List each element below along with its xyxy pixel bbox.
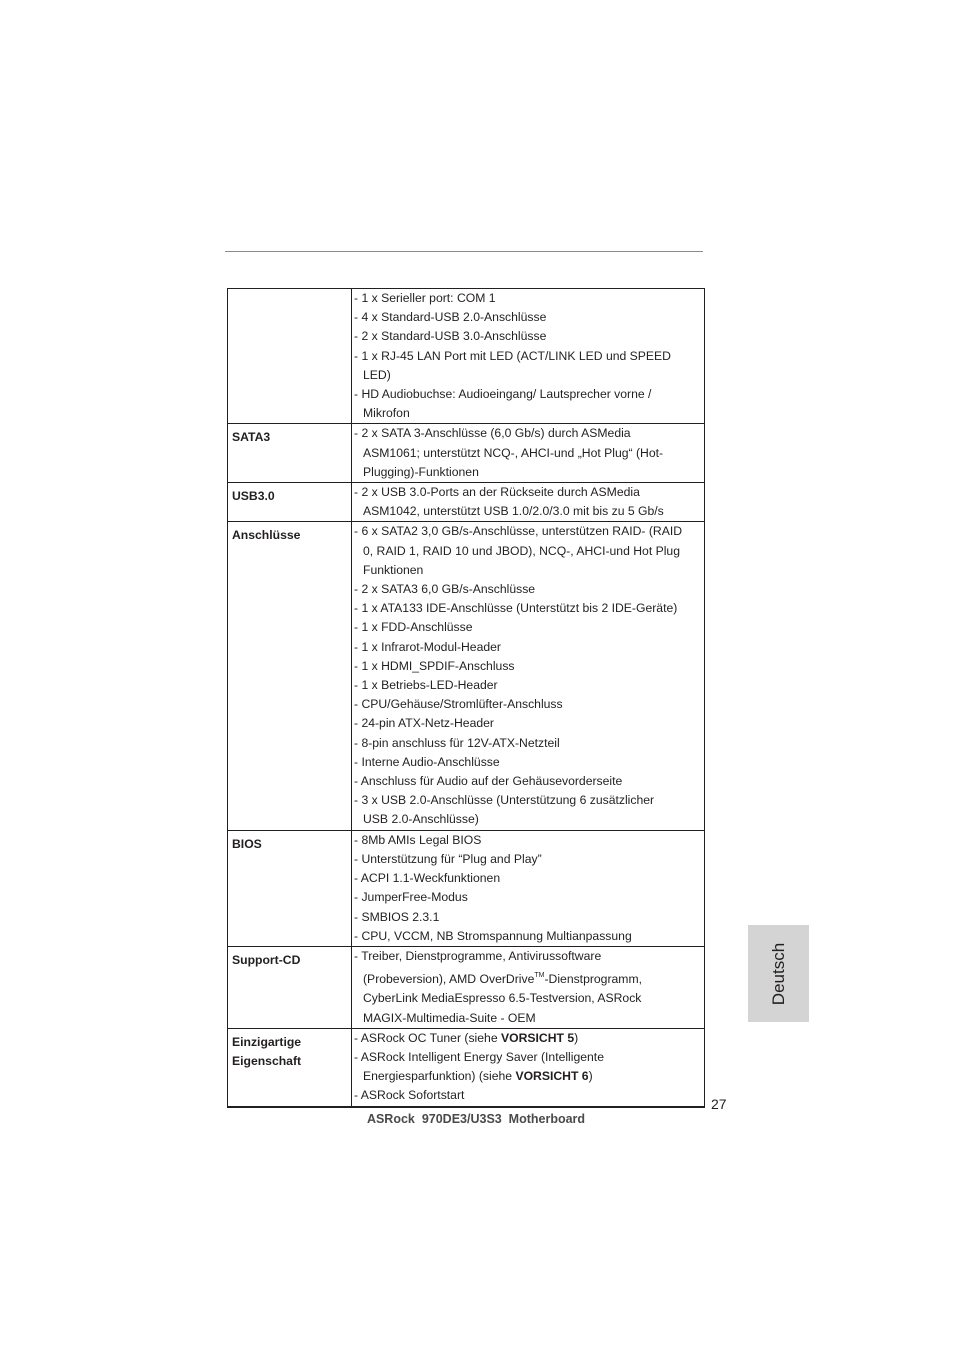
language-tab — [748, 925, 809, 1022]
spec-line: - JumperFree-Modus — [354, 890, 468, 905]
spec-table — [227, 288, 705, 1107]
top-rule — [225, 251, 703, 252]
spec-line: Plugging)-Funktionen — [363, 464, 479, 479]
spec-content-cell — [352, 483, 705, 522]
spec-line: - 1 x FDD-Anschlüsse — [354, 620, 473, 635]
spec-label: SATA3 — [232, 430, 271, 445]
spec-label: Anschlüsse — [232, 528, 301, 543]
spec-text: (Probeversion), AMD OverDrive — [363, 972, 535, 987]
spec-label: USB3.0 — [232, 489, 275, 504]
spec-line: - Treiber, Dienstprogramme, Antivirussoftware — [354, 948, 602, 963]
spec-line — [354, 1067, 702, 1086]
footer-rule — [227, 1107, 705, 1108]
spec-line: - Anschluss für Audio auf der Gehäusevorderseite — [354, 774, 623, 789]
spec-label-cell — [228, 289, 352, 424]
spec-line: - 2 x USB 3.0-Ports an der Rückseite durch ASMedia — [354, 485, 640, 500]
spec-line: - ASRock Sofortstart — [354, 1088, 465, 1103]
spec-label: Eigenschaft — [232, 1053, 302, 1068]
spec-label-cell — [228, 1028, 352, 1106]
spec-line — [354, 1029, 702, 1048]
spec-content-cell — [352, 1028, 705, 1106]
trademark-mark: TM — [534, 972, 545, 980]
spec-line: Funktionen — [363, 562, 424, 577]
spec-line: - CPU/Gehäuse/Stromlüfter-Anschluss — [354, 697, 563, 712]
spec-row — [228, 289, 705, 424]
spec-line: - 3 x USB 2.0-Anschlüsse (Unterstützung 6 zusätzlicher — [354, 793, 655, 808]
spec-line: - ACPI 1.1-Weckfunktionen — [354, 871, 501, 886]
spec-emphasis: VORSICHT 6 — [515, 1069, 589, 1084]
spec-table-body — [228, 289, 705, 1107]
spec-line: - 24-pin ATX-Netz-Header — [354, 716, 494, 731]
spec-row — [228, 830, 705, 946]
spec-label-cell — [228, 522, 352, 830]
spec-label-cell — [228, 424, 352, 483]
spec-line: CyberLink MediaEspresso 6.5-Testversion, ASRock — [363, 991, 642, 1006]
spec-row — [228, 522, 705, 830]
spec-line: - Interne Audio-Anschlüsse — [354, 754, 500, 769]
page-number: 27 — [711, 1096, 727, 1112]
spec-line: - SMBIOS 2.3.1 — [354, 909, 440, 924]
spec-row — [228, 483, 705, 522]
spec-line: ASM1042, unterstützt USB 1.0/2.0/3.0 mit bis zu 5 Gb/s — [363, 504, 664, 519]
spec-label: Einzigartige — [232, 1034, 302, 1049]
spec-line: MAGIX-Multimedia-Suite - OEM — [363, 1010, 536, 1025]
spec-line: - 8Mb AMIs Legal BIOS — [354, 832, 482, 847]
spec-content-cell — [352, 830, 705, 946]
spec-line: - HD Audiobuchse: Audioeingang/ Lautsprecher vorne / — [354, 387, 652, 402]
spec-text: ) — [574, 1030, 579, 1045]
spec-line: - 2 x Standard-USB 3.0-Anschlüsse — [354, 329, 547, 344]
spec-row — [228, 424, 705, 483]
spec-line: - 1 x Serieller port: COM 1 — [354, 291, 496, 305]
spec-line — [354, 966, 702, 989]
spec-content-cell — [352, 946, 705, 1028]
spec-line: - 1 x RJ-45 LAN Port mit LED (ACT/LINK LED und SPEED — [354, 348, 671, 363]
spec-text: ) — [588, 1069, 593, 1084]
spec-line: - 2 x SATA 3-Anschlüsse (6,0 Gb/s) durch ASMedia — [354, 426, 631, 441]
spec-content-cell — [352, 522, 705, 830]
spec-line: - 6 x SATA2 3,0 GB/s-Anschlüsse, unterstützen RAID- (RAID — [354, 524, 683, 539]
spec-line: - 4 x Standard-USB 2.0-Anschlüsse — [354, 310, 547, 325]
spec-line: - 1 x ATA133 IDE-Anschlüsse (Unterstützt bis 2 IDE-Geräte) — [354, 601, 678, 616]
spec-line: 0, RAID 1, RAID 10 und JBOD), NCQ-, AHCI-und Hot Plug — [363, 543, 680, 558]
spec-content-cell — [352, 424, 705, 483]
spec-line: Mikrofon — [363, 406, 410, 421]
spec-content-cell — [352, 289, 705, 424]
spec-line: - Unterstützung für “Plug and Play” — [354, 851, 542, 866]
spec-label: BIOS — [232, 836, 262, 851]
spec-line: - 1 x Infrarot-Modul-Header — [354, 639, 501, 654]
spec-line: - ASRock Intelligent Energy Saver (Intelligente — [354, 1049, 604, 1064]
spec-label: Support-CD — [232, 952, 301, 967]
spec-label-cell — [228, 946, 352, 1028]
spec-line: - CPU, VCCM, NB Stromspannung Multianpassung — [354, 928, 632, 943]
spec-line: - 2 x SATA3 6,0 GB/s-Anschlüsse — [354, 582, 536, 597]
spec-line: - 1 x Betriebs-LED-Header — [354, 678, 498, 693]
spec-line: LED) — [363, 367, 391, 382]
spec-line: USB 2.0-Anschlüsse) — [363, 812, 479, 827]
spec-text: Energiesparfunktion) (siehe — [363, 1069, 516, 1084]
spec-line: ASM1061; unterstützt NCQ-, AHCI-und „Hot Plug“ (Hot- — [363, 445, 664, 460]
spec-line: - 1 x HDMI_SPDIF-Anschluss — [354, 658, 515, 673]
spec-emphasis: VORSICHT 5 — [500, 1030, 575, 1045]
spec-row — [228, 1028, 705, 1106]
spec-label-cell — [228, 483, 352, 522]
spec-text: -Dienstprogramm, — [544, 972, 642, 987]
spec-row — [228, 946, 705, 1028]
footer-title: ASRock 970DE3/U3S3 Motherboard — [366, 1112, 586, 1126]
spec-text: - ASRock OC Tuner (siehe — [354, 1030, 501, 1045]
language-tab-label: Deutsch — [768, 942, 788, 1005]
spec-label-cell — [228, 830, 352, 946]
spec-line: - 8-pin anschluss für 12V-ATX-Netzteil — [354, 735, 560, 750]
